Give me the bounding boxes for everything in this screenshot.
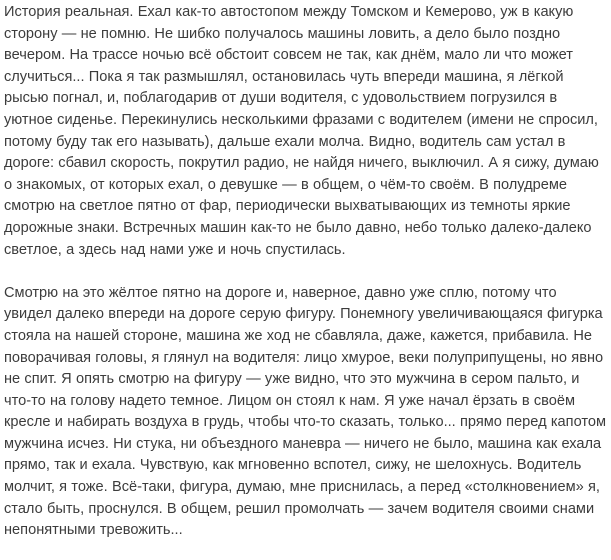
story-paragraph-1: История реальная. Ехал как-то автостопом между Томском и Кемерово, уж в какую сторону — не помню. Не шибко получалось машины ловить, а дело было поздно вечером. На трассе ночью всё обстоит совсем не так, как днём, мало ли что может случиться... Пока я так размышлял, остановилась чуть впереди машина, я лёгкой рысью погнал, и, поблагодарив от души водителя, с удовольствием погрузился в уютное сиденье. Перекинулись несколькими фразами с водителем (имени не спросил, потому буду так его называть), дальше ехали молча. Видно, водитель сам устал в дороге: сбавил скорость, покрутил радио, не найдя ничего, выключил. А я сижу, думаю о знакомых, от которых ехал, о девушке — в общем, о чём-то своём. В полудреме смотрю на светлое пятно от фар, периодически выхватывающих из темноты яркие дорожные знаки. Встречных машин как-то не было давно, небо только далеко-далеко светлое, а здесь над нами уже и ночь спустилась.	[4, 4, 599, 258]
story-paragraph-2: Смотрю на это жёлтое пятно на дороге и, наверное, давно уже сплю, потому что увидел далеко впереди на дороге серую фигуру. Понемногу увеличивающаяся фигурка стояла на нашей стороне, машина же ход не сбавляла, даже, кажется, прибавила. Не поворачивая головы, я глянул на водителя: лицо хмурое, веки полуприпущены, но явно не спит. Я опять смотрю на фигуру — уже видно, что это мужчина в сером пальто, и что-то на голову надето темное. Лицом он стоял к нам. Я уже начал ёрзать в своём кресле и набирать воздуха в грудь, чтобы что-то сказать, только... прямо перед капотом мужчина исчез. Ни стука, ни объездного маневра — ничего не было, машина как ехала прямо, так и ехала. Чувствую, как мгновенно вспотел, сижу, не шелохнусь. Водитель молчит, я тоже. Всё-таки, фигура, думаю, мне приснилась, а перед «столкновением» я, стало быть, проснулся. В общем, решил промолчать — зачем водителя своими снами непонятными тревожить...	[4, 284, 607, 539]
